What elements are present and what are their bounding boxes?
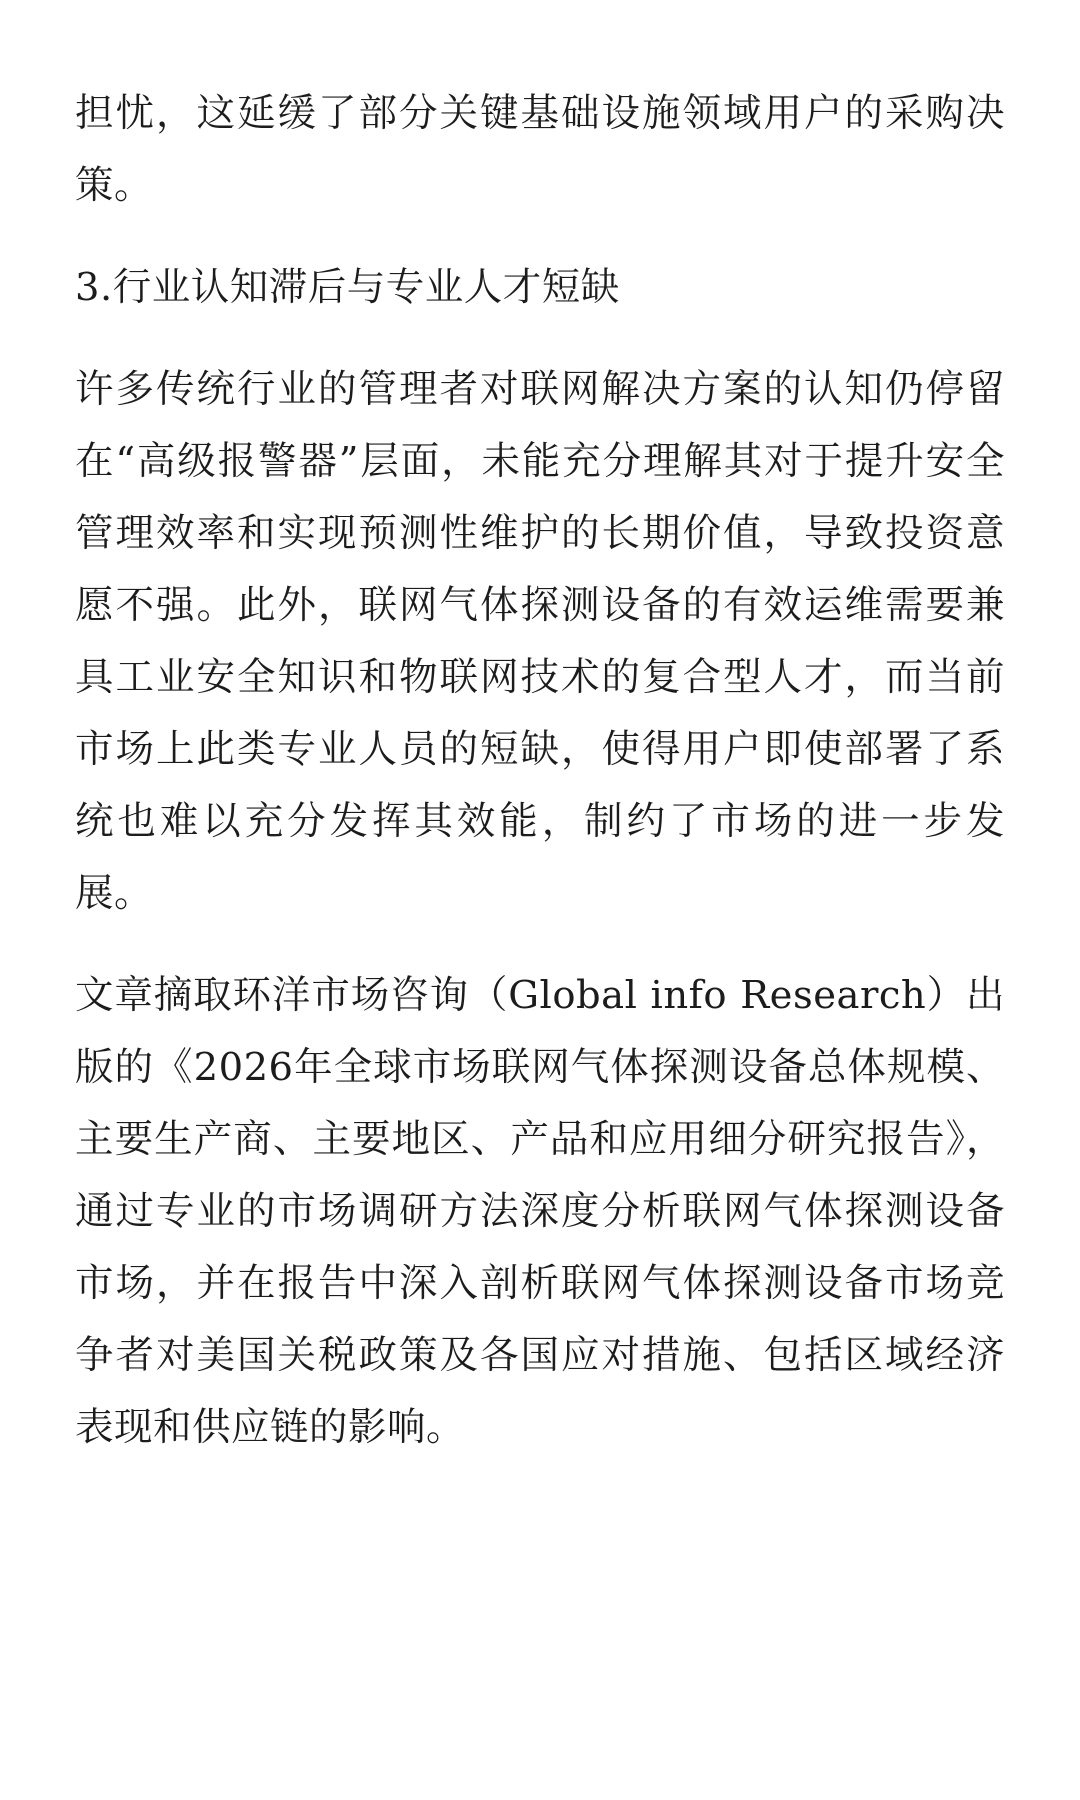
paragraph-procurement-concern: 担忧，这延缓了部分关键基础设施领域用户的采购决策。 [75, 91, 1005, 208]
paragraph-industry-awareness: 许多传统行业的管理者对联网解决方案的认知仍停留在“高级报警器”层面，未能充分理解其对于提升安全管理效率和实现预测性维护的长期价值，导致投资意愿不强。此外，联网气体探测设备的有效运维需要兼具工业安全知识和物联网技术的复合型人才，而当前市场上此类专业人员的短缺，使得用户即使部署了系统也难以充分发挥其效能，制约了市场的进一步发展。 [75, 367, 1005, 916]
section-heading: 3.行业认知滞后与专业人才短缺 [75, 265, 620, 310]
paragraph-report-source: 文章摘取环洋市场咨询（Global info Research）出版的《2026年全球市场联网气体探测设备总体规模、主要生产商、主要地区、产品和应用细分研究报告》，通过专业的市场调研方法深度分析联网气体探测设备市场，并在报告中深入剖析联网气体探测设备市场竞争者对美国关税政策及各国应对措施、包括区域经济表现和供应链的影响。 [75, 973, 1005, 1450]
article-body [75, 78, 1005, 1494]
